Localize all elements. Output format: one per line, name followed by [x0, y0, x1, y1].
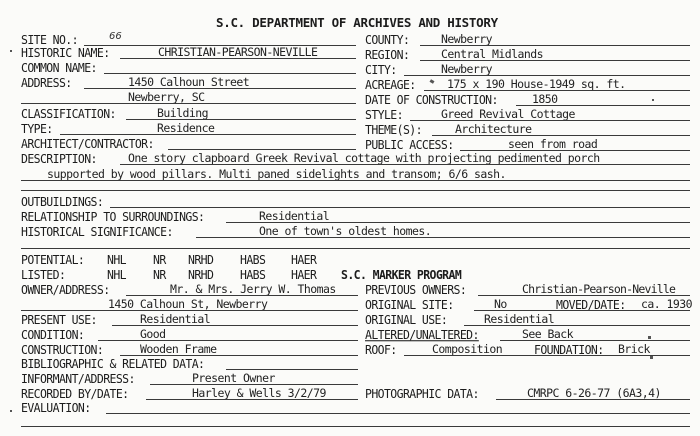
- moved-date-value: ca. 1930: [641, 297, 692, 311]
- original-site-value: No: [494, 297, 507, 311]
- present-use-label: PRESENT USE:: [21, 312, 97, 328]
- address-line-2: [21, 103, 356, 104]
- roof-label: ROOF:: [365, 342, 397, 358]
- description-line-1: [120, 164, 690, 165]
- architect-label: ARCHITECT/CONTRACTOR:: [21, 136, 154, 152]
- roof-line: [404, 355, 690, 356]
- recorded-by-value: Harley & Wells 3/2/79: [192, 386, 326, 400]
- evaluation-line-2: [21, 426, 690, 427]
- address-line2-value: Newberry, SC: [128, 90, 205, 104]
- altered-unaltered-line: [500, 340, 690, 341]
- foundation-label: FOUNDATION:: [534, 342, 604, 358]
- historic-name-value: CHRISTIAN-PEARSON-NEVILLE: [158, 45, 318, 59]
- informant-value: Present Owner: [192, 371, 275, 385]
- photographic-data-line: [496, 399, 690, 400]
- section-divider-line: [21, 248, 690, 249]
- historic-name-label: HISTORIC NAME:: [21, 45, 110, 61]
- evaluation-line-1: [106, 413, 690, 414]
- potential-haer: HAER: [291, 252, 317, 268]
- evaluation-label: EVALUATION:: [21, 400, 91, 416]
- altered-unaltered-label: ALTERED/UNALTERED:: [365, 327, 479, 343]
- description-line-3: [21, 190, 690, 191]
- owner-line-1: [126, 295, 358, 296]
- roof-value: Composition: [432, 342, 503, 356]
- present-use-line: [112, 325, 358, 326]
- original-site-line: [474, 310, 690, 311]
- acreage-label: ACREAGE:: [365, 77, 416, 93]
- historical-significance-label: HISTORICAL SIGNIFICANCE:: [21, 224, 173, 240]
- potential-nrhd: NRHD: [188, 252, 214, 268]
- altered-unaltered-value: See Back: [522, 327, 573, 341]
- description-line2-value: supported by wood pillars. Multi paned sidelights and transom; 6/6 sash.: [47, 167, 506, 181]
- site-no-value: 66: [109, 31, 122, 42]
- outbuildings-line: [110, 207, 690, 208]
- ink-dot: [10, 50, 12, 52]
- moved-date-label: MOVED/DATE:: [556, 297, 626, 313]
- classification-value: Building: [157, 106, 208, 120]
- county-line: [420, 45, 690, 46]
- outbuildings-label: OUTBUILDINGS:: [21, 194, 104, 210]
- listed-habs: HABS: [240, 267, 266, 283]
- original-site-label: ORIGINAL SITE:: [365, 297, 454, 313]
- construction-label: CONSTRUCTION:: [21, 342, 104, 358]
- condition-value: Good: [140, 327, 166, 341]
- historic-name-line: [120, 58, 356, 59]
- acreage-value: 175 x 190 House-1949 sq. ft.: [447, 77, 626, 91]
- potential-nr: NR: [153, 252, 166, 268]
- original-use-line: [464, 325, 690, 326]
- description-label: DESCRIPTION:: [21, 151, 97, 167]
- public-access-value: seen from road: [508, 137, 598, 151]
- public-access-line: [460, 150, 690, 151]
- ink-dot: [650, 356, 653, 359]
- foundation-value: Brick: [618, 342, 650, 356]
- classification-line: [126, 119, 356, 120]
- relationship-value: Residential: [259, 209, 330, 223]
- address-line-1: [84, 88, 356, 89]
- ink-dot: [652, 99, 654, 101]
- themes-line: [432, 135, 690, 136]
- owner-line-2: [21, 310, 358, 311]
- previous-owners-value: Christian-Pearson-Neville: [522, 282, 676, 296]
- address-line1-value: 1450 Calhoun Street: [128, 75, 250, 89]
- informant-line: [150, 384, 358, 385]
- date-of-construction-line: [516, 105, 690, 106]
- type-value: Residence: [157, 121, 215, 135]
- address-label: ADDRESS:: [21, 75, 72, 91]
- county-value: Newberry: [441, 32, 492, 46]
- site-no-label: SITE NO.:: [21, 32, 78, 48]
- listed-nr: NR: [153, 267, 166, 283]
- common-name-label: COMMON NAME:: [21, 60, 97, 76]
- bibliographic-label: BIBLIOGRAPHIC & RELATED DATA:: [21, 356, 205, 372]
- condition-line: [98, 340, 358, 341]
- classification-label: CLASSIFICATION:: [21, 106, 116, 122]
- original-use-value: Residential: [484, 312, 555, 326]
- description-line1-value: One story clapboard Greek Revival cottage with projecting pedimented porch: [128, 151, 600, 165]
- potential-nhl: NHL: [107, 252, 126, 268]
- informant-label: INFORMANT/ADDRESS:: [21, 371, 135, 387]
- region-value: Central Midlands: [441, 47, 543, 61]
- city-label: CITY:: [365, 62, 397, 78]
- present-use-value: Residential: [140, 312, 211, 326]
- condition-label: CONDITION:: [21, 327, 85, 343]
- type-line: [60, 134, 356, 135]
- previous-owners-line: [478, 295, 690, 296]
- recorded-by-line: [146, 399, 358, 400]
- previous-owners-label: PREVIOUS OWNERS:: [365, 282, 467, 298]
- acreage-line: [424, 90, 690, 91]
- marker-program-label: S.C. MARKER PROGRAM: [341, 267, 462, 283]
- city-line: [404, 75, 690, 76]
- historical-significance-value: One of town's oldest homes.: [259, 224, 432, 238]
- common-name-line: [104, 73, 356, 74]
- style-label: STYLE:: [365, 107, 403, 123]
- description-line-2: [21, 180, 690, 181]
- listed-haer: HAER: [291, 267, 317, 283]
- region-line: [420, 60, 690, 61]
- themes-value: Architecture: [455, 122, 532, 136]
- owner-line1-value: Mr. & Mrs. Jerry W. Thomas: [170, 282, 336, 296]
- county-label: COUNTY:: [365, 32, 410, 48]
- city-value: Newberry: [441, 62, 492, 76]
- ink-smudge: [430, 79, 435, 84]
- relationship-line: [226, 222, 690, 223]
- type-label: TYPE:: [21, 121, 53, 137]
- ink-dot: [648, 336, 651, 339]
- listed-nhl: NHL: [107, 267, 126, 283]
- bibliographic-line: [226, 369, 358, 370]
- owner-address-label: OWNER/ADDRESS:: [21, 282, 110, 298]
- themes-label: THEME(S):: [365, 122, 422, 138]
- photographic-data-value: CMRPC 6-26-77 (6A3,4): [527, 386, 661, 400]
- architect-line: [168, 149, 356, 150]
- listed-label: LISTED:: [21, 267, 66, 283]
- potential-label: POTENTIAL:: [21, 252, 85, 268]
- original-use-label: ORIGINAL USE:: [365, 312, 448, 328]
- listed-nrhd: NRHD: [188, 267, 214, 283]
- style-value: Greed Revival Cottage: [441, 107, 575, 121]
- date-of-construction-value: 1850: [532, 92, 558, 106]
- construction-value: Wooden Frame: [140, 342, 217, 356]
- date-of-construction-label: DATE OF CONSTRUCTION:: [365, 92, 498, 108]
- photographic-data-label: PHOTOGRAPHIC DATA:: [365, 386, 479, 402]
- historical-significance-line: [196, 237, 690, 238]
- form-title: S.C. DEPARTMENT OF ARCHIVES AND HISTORY: [216, 15, 498, 30]
- owner-line2-value: 1450 Calhoun St, Newberry: [108, 297, 268, 311]
- recorded-by-label: RECORDED BY/DATE:: [21, 386, 129, 402]
- ink-dot: [10, 410, 12, 412]
- style-line: [410, 120, 690, 121]
- potential-habs: HABS: [240, 252, 266, 268]
- public-access-label: PUBLIC ACCESS:: [365, 137, 454, 153]
- relationship-label: RELATIONSHIP TO SURROUNDINGS:: [21, 209, 205, 225]
- region-label: REGION:: [365, 47, 410, 63]
